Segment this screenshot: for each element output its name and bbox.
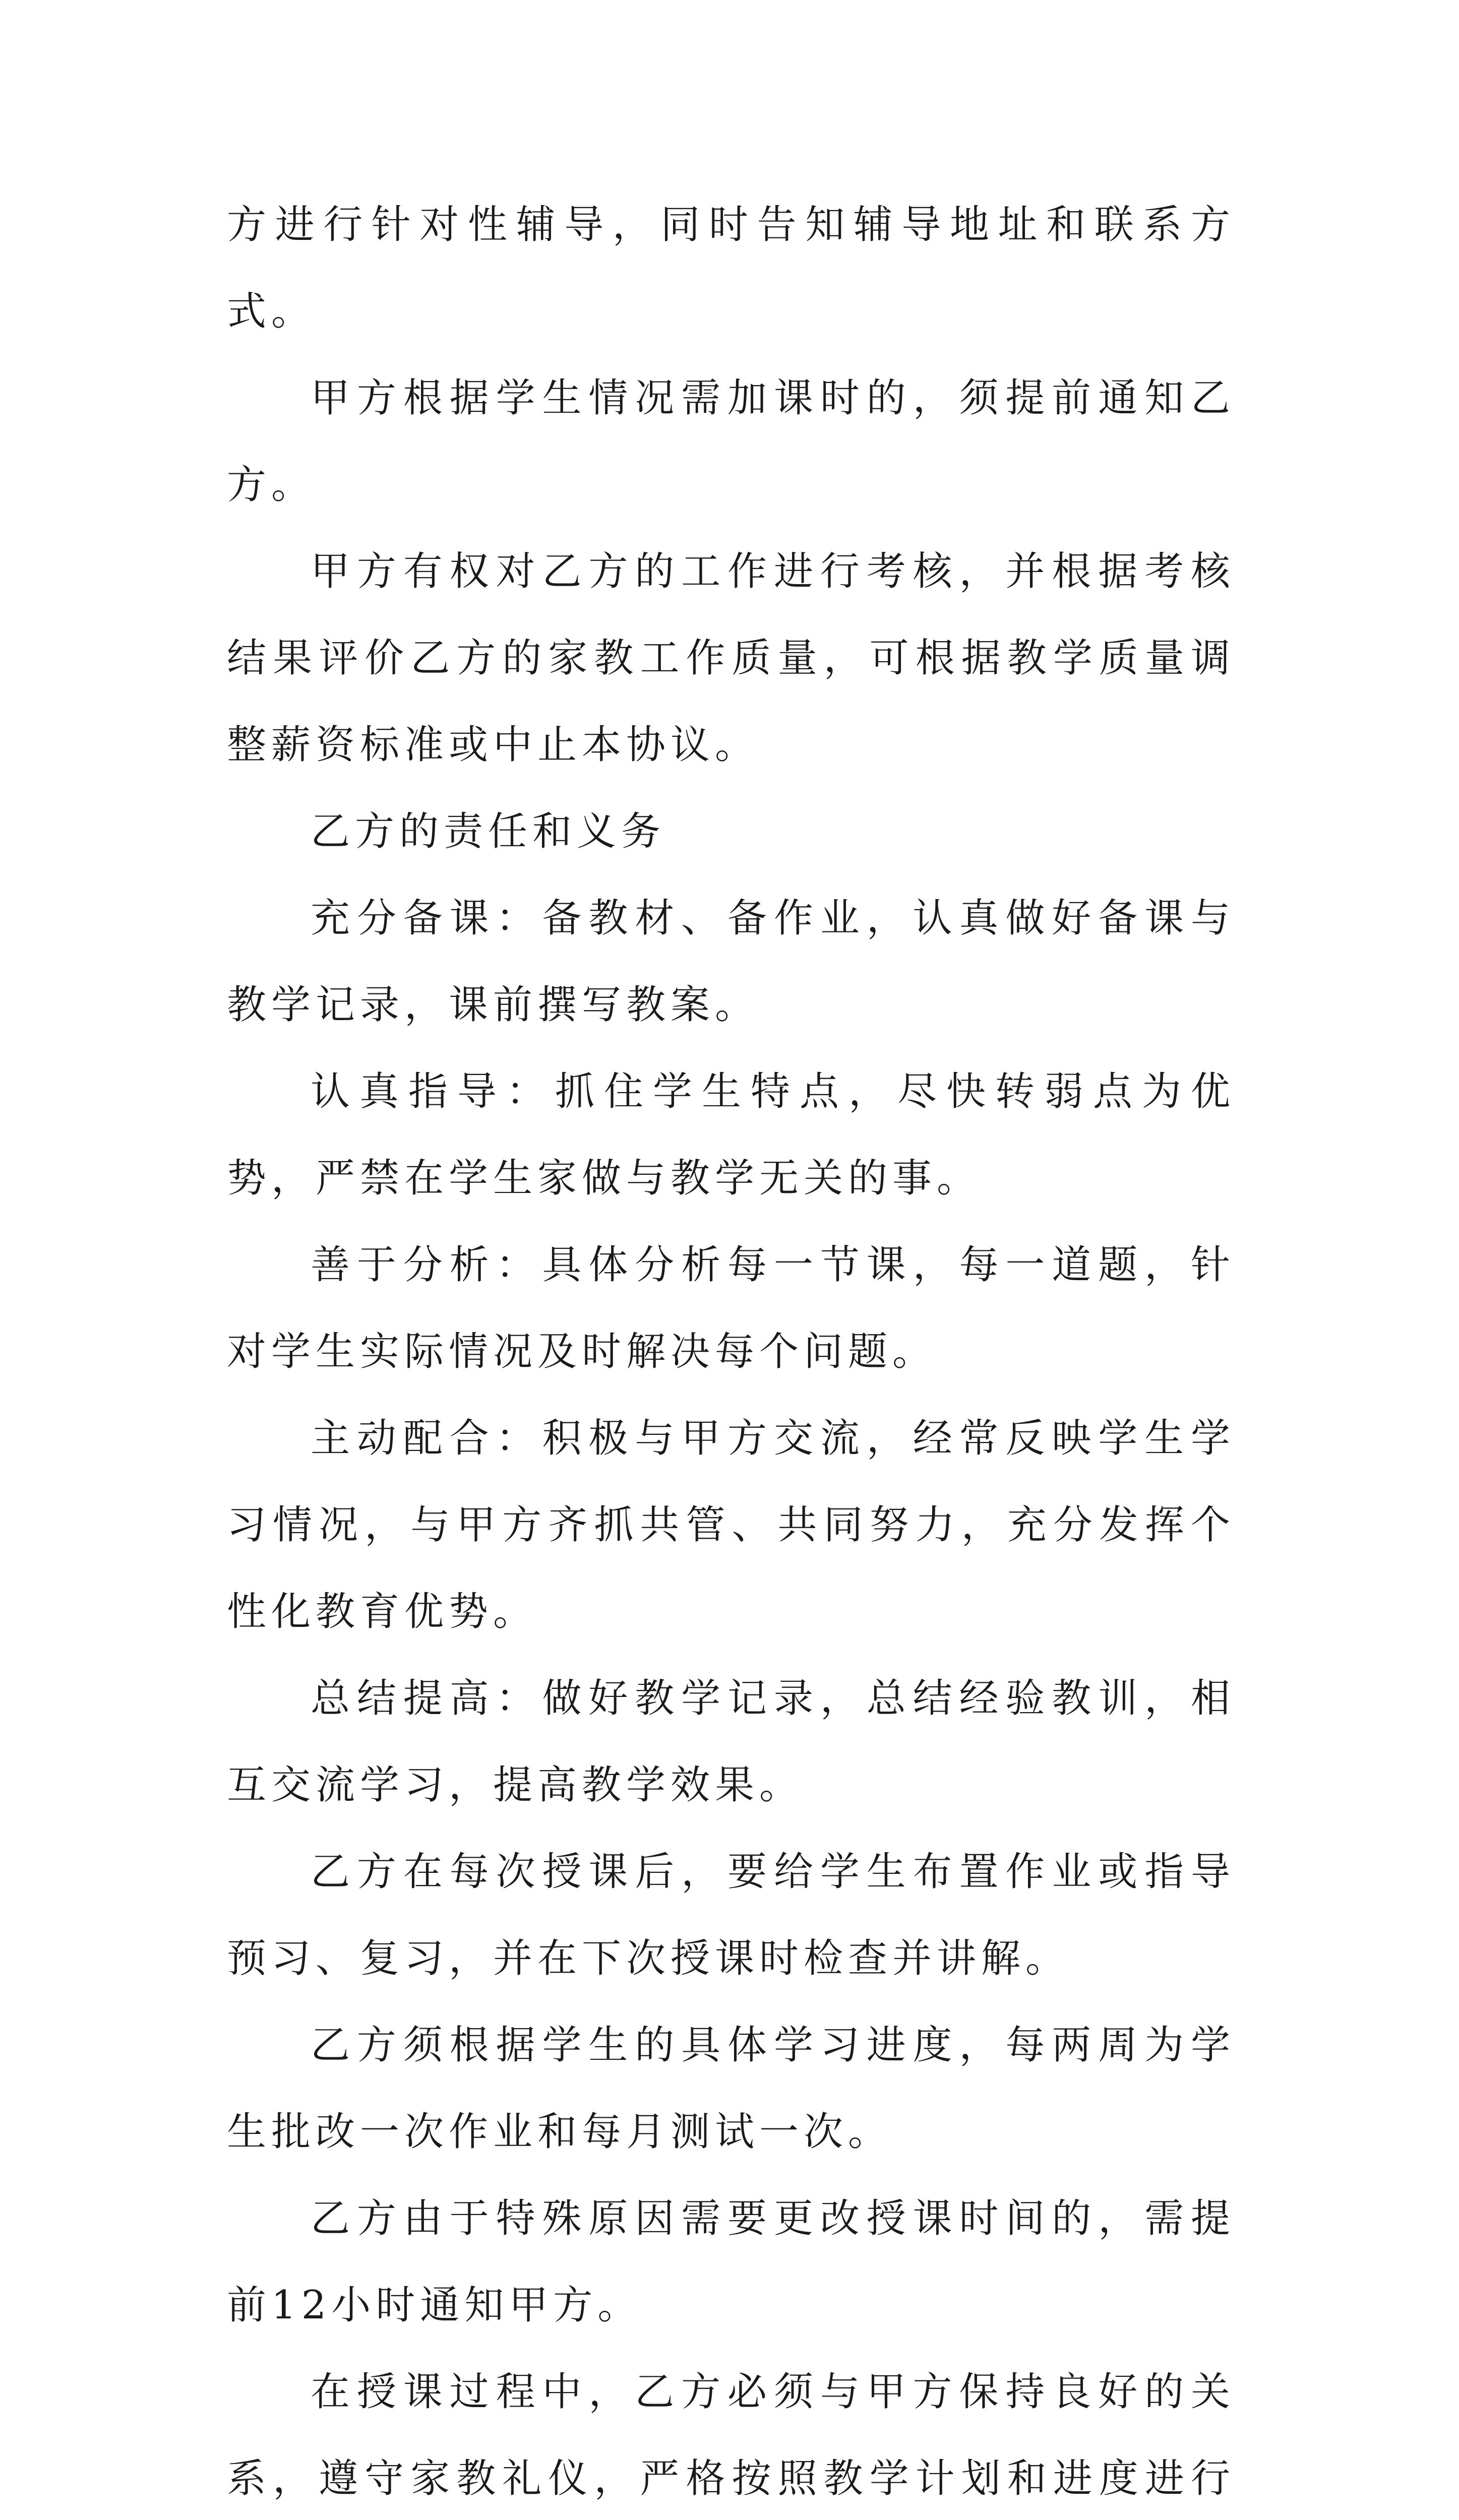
section-heading: 乙方的责任和义务	[311, 809, 666, 854]
paragraph: 主动配合：积极与甲方交流，经常反映学生学习情况，与甲方齐抓共管、共同努力，充分发挥个性化教育优势。	[227, 1416, 1235, 1634]
paragraph: 善于分析：具体分析每一节课，每一道题，针对学生实际情况及时解决每个问题。	[227, 1242, 1235, 1374]
paragraph: 甲方根据学生情况需加课时的，须提前通知乙方。	[227, 375, 1235, 508]
paragraph: 在授课过程中，乙方必须与甲方保持良好的关系，遵守家教礼仪，严格按照教学计划和进度进行	[227, 2369, 1235, 2501]
paragraph: 总结提高：做好教学记录，总结经验教训，相互交流学习，提高教学效果。	[227, 1676, 1235, 1808]
paragraph: 甲方有权对乙方的工作进行考核，并根据考核结果评价乙方的家教工作质量，可根据教学质量调整薪资标准或中止本协议。	[227, 549, 1235, 768]
paragraph: 乙方由于特殊原因需要更改授课时间的，需提前12小时通知甲方。	[227, 2196, 1235, 2328]
document-body	[227, 181, 1235, 2520]
paragraph: 乙方须根据学生的具体学习进度，每两周为学生批改一次作业和每月测试一次。	[227, 2023, 1235, 2155]
paragraph: 方进行针对性辅导，同时告知辅导地址和联系方式。	[227, 202, 1235, 334]
paragraph: 认真指导：抓住学生特点，尽快转弱点为优势，严禁在学生家做与教学无关的事。	[227, 1069, 1235, 1201]
paragraph: 充分备课：备教材、备作业，认真做好备课与教学记录，课前撰写教案。	[227, 896, 1235, 1028]
paragraph: 乙方在每次授课后，要给学生布置作业或指导预习、复习，并在下次授课时检查并讲解。	[227, 1849, 1235, 1981]
